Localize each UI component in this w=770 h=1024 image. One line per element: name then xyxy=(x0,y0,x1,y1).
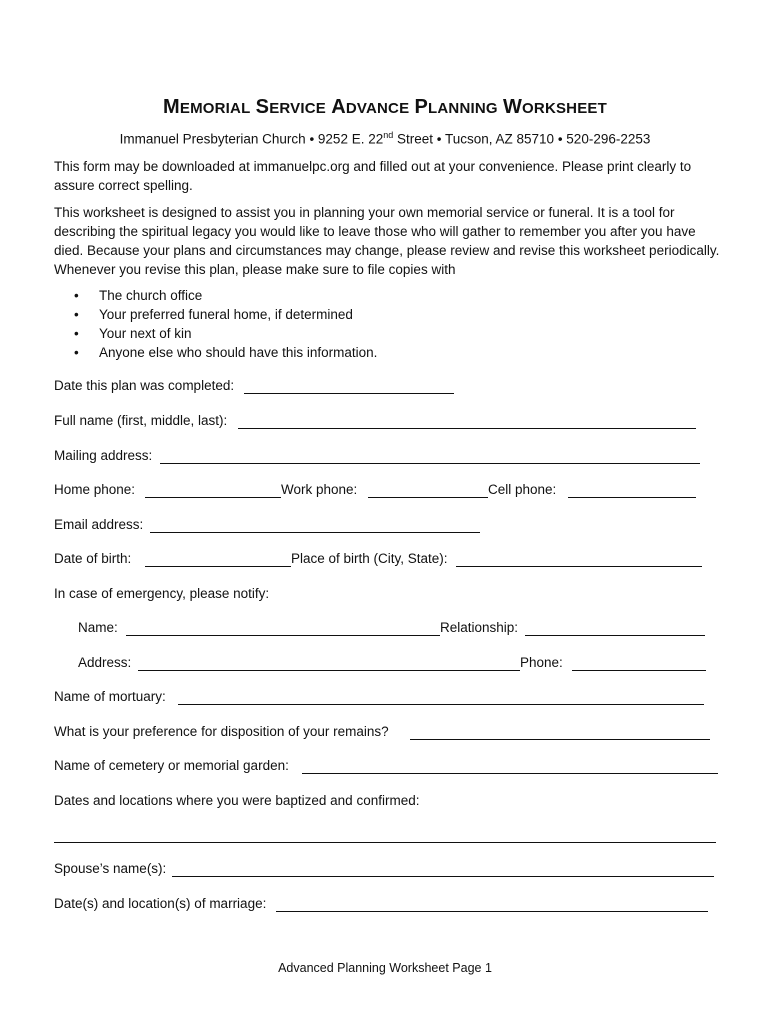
work-phone-label: Work phone: xyxy=(281,482,358,497)
disposition-field[interactable] xyxy=(410,739,710,740)
title-initial: W xyxy=(502,96,523,118)
date-completed-field[interactable] xyxy=(244,393,454,394)
page-footer: Advanced Planning Worksheet Page 1 xyxy=(278,961,492,975)
emergency-name-label: Name: xyxy=(78,620,118,635)
cemetery-row xyxy=(54,756,720,776)
email-field[interactable] xyxy=(150,532,480,533)
work-phone-field[interactable] xyxy=(368,497,488,498)
emergency-address-field[interactable] xyxy=(138,670,520,671)
home-phone-field[interactable] xyxy=(145,497,281,498)
emergency-relationship-field[interactable] xyxy=(525,635,705,636)
subtitle-text: Street • Tucson, AZ 85710 • 520-296-2253 xyxy=(393,131,651,147)
email-row xyxy=(54,515,494,535)
page-title xyxy=(0,96,770,119)
mortuary-field[interactable] xyxy=(178,704,704,705)
mailing-address-field[interactable] xyxy=(160,463,700,464)
dob-label: Date of birth: xyxy=(54,551,132,566)
title-initial: M xyxy=(163,96,180,118)
subtitle-superscript: nd xyxy=(383,130,394,140)
title-initial: A xyxy=(331,96,346,118)
mailing-address-row xyxy=(54,446,714,466)
disposition-row xyxy=(54,722,714,742)
baptism-heading: Dates and locations where you were baptized and confirmed: xyxy=(54,793,420,808)
phones-row xyxy=(54,480,714,500)
list-item: • The church office xyxy=(74,286,377,305)
church-address-line xyxy=(0,130,770,147)
birth-row xyxy=(54,549,714,569)
baptism-field[interactable] xyxy=(54,842,716,843)
emergency-name-field[interactable] xyxy=(126,635,440,636)
title-word-rest: LANNING xyxy=(428,100,498,117)
title-initial: P xyxy=(414,96,429,118)
full-name-row xyxy=(54,411,714,431)
emergency-address-row xyxy=(78,653,718,673)
emergency-phone-field[interactable] xyxy=(572,670,706,671)
marriage-field[interactable] xyxy=(276,911,708,912)
title-word-rest: EMORIAL xyxy=(179,100,251,117)
cemetery-field[interactable] xyxy=(302,773,718,774)
title-word-rest: ORKSHEET xyxy=(522,100,607,117)
emergency-name-row xyxy=(78,618,718,638)
title-word-rest: ERVICE xyxy=(269,100,326,117)
cemetery-label: Name of cemetery or memorial garden: xyxy=(54,758,289,773)
emergency-phone-label: Phone: xyxy=(520,655,563,670)
cell-phone-label: Cell phone: xyxy=(488,482,557,497)
copy-recipients-list xyxy=(74,286,377,362)
disposition-label: What is your preference for disposition of your remains? xyxy=(54,724,389,739)
cell-phone-field[interactable] xyxy=(568,497,696,498)
list-item: • Your next of kin xyxy=(74,324,377,343)
pob-label: Place of birth (City, State): xyxy=(291,551,448,566)
pob-field[interactable] xyxy=(456,566,702,567)
full-name-label: Full name (first, middle, last): xyxy=(54,413,228,428)
home-phone-label: Home phone: xyxy=(54,482,136,497)
baptism-row xyxy=(54,825,718,845)
full-name-field[interactable] xyxy=(238,428,696,429)
emergency-relationship-label: Relationship: xyxy=(440,620,519,635)
list-item: • Your preferred funeral home, if determined xyxy=(74,305,377,324)
mortuary-row xyxy=(54,687,714,707)
marriage-label: Date(s) and location(s) of marriage: xyxy=(54,896,267,911)
title-initial: S xyxy=(255,96,270,118)
intro-paragraph-2: This worksheet is designed to assist you in planning your own memorial service or funeral. It is a tool for describing the spiritual legacy you would like to leave those who will gather to remember you after you have died. Because your plans and circumstances may change, please review and revise this worksheet periodically. Whenever you revise this plan, please make sure to file copies with xyxy=(54,205,720,277)
title-word-rest: DVANCE xyxy=(345,100,410,117)
marriage-row xyxy=(54,894,714,914)
mortuary-label: Name of mortuary: xyxy=(54,689,166,704)
spouse-row xyxy=(54,859,718,879)
date-completed-row xyxy=(54,376,474,396)
spouse-field[interactable] xyxy=(172,876,714,877)
subtitle-text: Immanuel Presbyterian Church • 9252 E. 22 xyxy=(119,131,384,147)
dob-field[interactable] xyxy=(145,566,291,567)
spouse-label: Spouse’s name(s): xyxy=(54,861,167,876)
mailing-address-label: Mailing address: xyxy=(54,448,153,463)
list-item: • Anyone else who should have this information. xyxy=(74,343,377,362)
intro-paragraph-1: This form may be downloaded at immanuelpc.org and filled out at your convenience. Please print clearly to assure correct spelling. xyxy=(54,159,692,193)
emergency-heading: In case of emergency, please notify: xyxy=(54,586,270,601)
emergency-address-label: Address: xyxy=(78,655,132,670)
date-completed-label: Date this plan was completed: xyxy=(54,378,235,393)
email-label: Email address: xyxy=(54,517,144,532)
